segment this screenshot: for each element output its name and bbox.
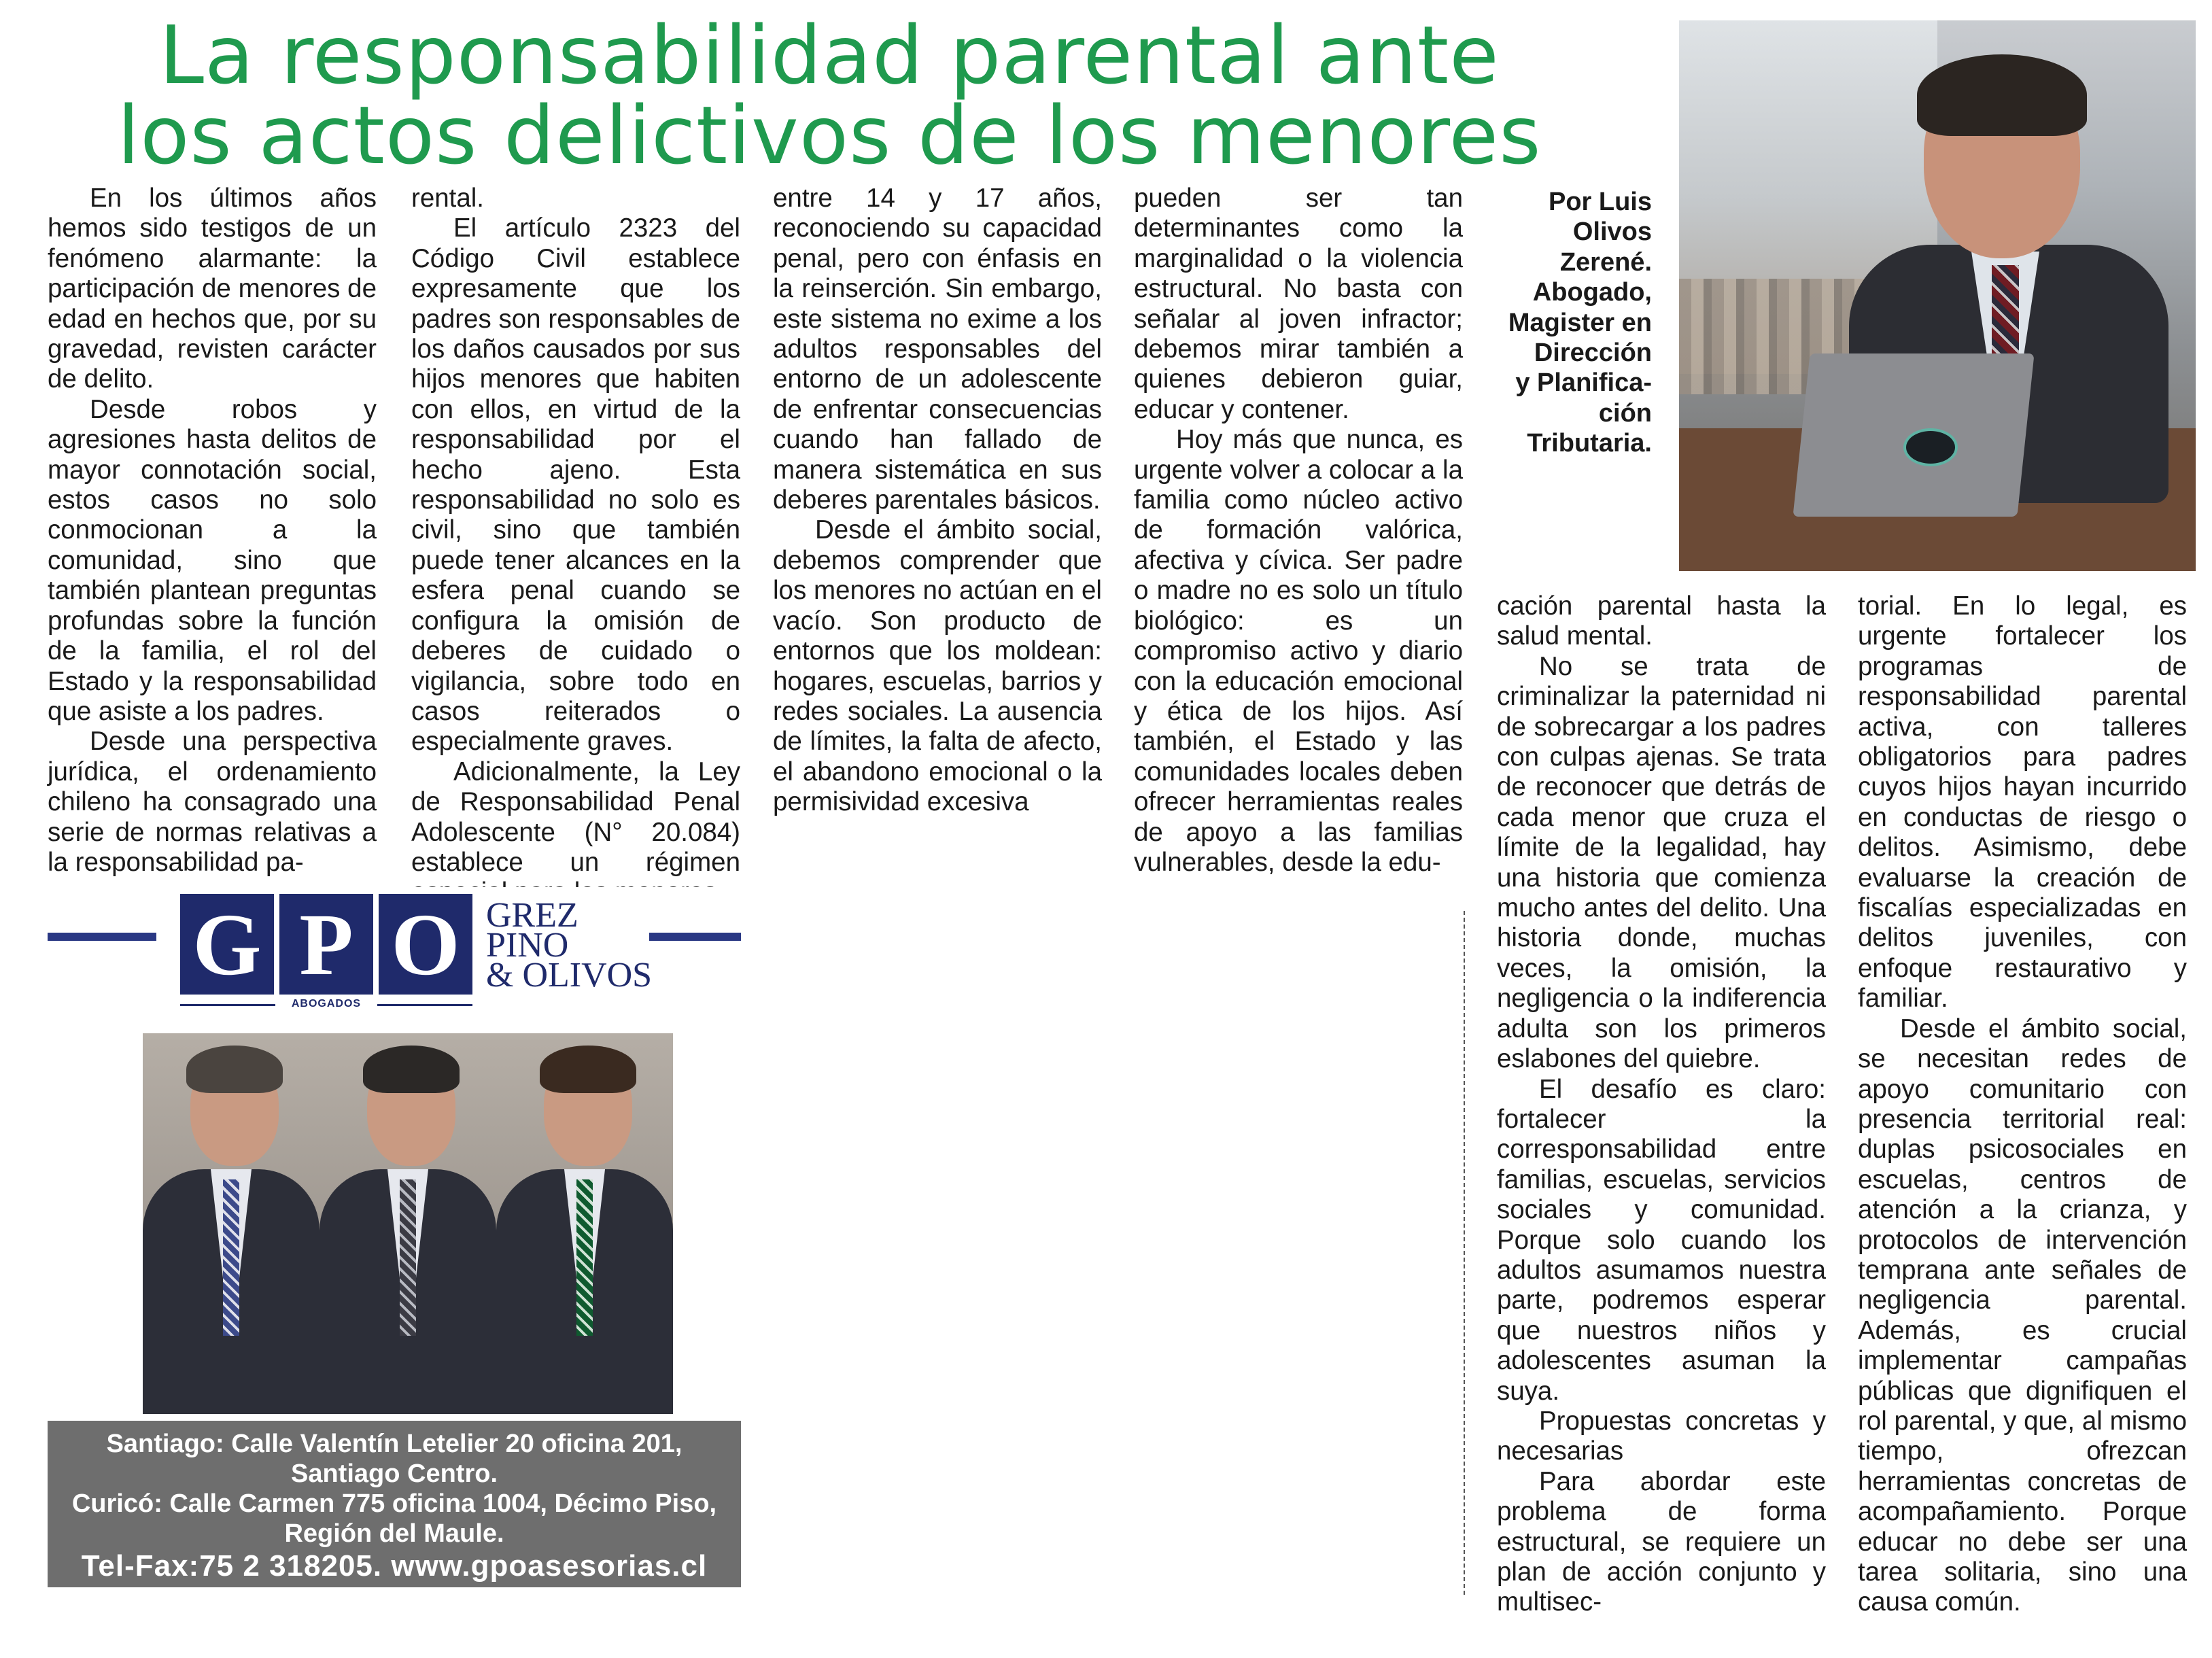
byline-line: Por Luis: [1548, 188, 1652, 216]
headline-line-1: La responsabilidad parental ante: [159, 8, 1500, 102]
logo-letter: O: [379, 894, 472, 995]
address-line: Región del Maule.: [284, 1519, 504, 1548]
paragraph: Desde robos y agresiones hasta delitos de mayor connotación social, estos casos no solo conmocionan a la comunidad, sino que también plantean preguntas profundas sobre la función de la familia, el rol del Estado y la responsabilidad que asiste a los padres.: [48, 394, 377, 726]
ad-contact: Tel-Fax:75 2 318205. www.gpoasesorias.cl: [81, 1549, 708, 1583]
paragraph: torial. En lo legal, es urgente fortalecer los programas de responsabilidad parental activa, con talleres obligatorios para padres cuyos hijos hayan incurrido en conductas de riesgo o delitos. Asimismo, debe evaluarse la creación de fiscalías especializadas en delitos juveniles, con enfoque restaurativo y familiar.: [1858, 591, 2187, 1014]
article-column-3: [773, 184, 1102, 818]
author-byline: [1482, 187, 1652, 459]
logo-subtitle-rule: [377, 1004, 472, 1006]
byline-line: Tributaria.: [1527, 429, 1652, 458]
byline-line: Magister en: [1508, 308, 1652, 337]
paragraph: Desde el ámbito social, se necesitan redes de apoyo comunitario con presencia territorial real: duplas psicosociales en escuelas, centros de atención a la crianza, y protocolos de intervención temprana ante señales de negligencia parental. Además, es crucial implementar campañas públicas que dignifiquen el rol parental, y que, al mismo tiempo, ofrezcan herramientas concretas de acompañamiento. Porque educar no debe ser una tarea solitaria, sino una causa común.: [1858, 1014, 2187, 1617]
logo-subtitle-rule: [180, 1004, 275, 1006]
paragraph: No se trata de criminalizar la paternidad ni de sobrecargar a los padres con culpas ajenas. Se trata de reconocer que detrás de cada menor que cruza el límite de la legalidad, hay una historia que comienza mucho antes del delito. Una historia donde, muchas veces, la omisión, la negligencia o la indiferencia adulta son los primeros eslabones del quiebre.: [1497, 651, 1826, 1074]
ad-address-band: [48, 1421, 741, 1587]
address-line: Santiago: Calle Valentín Letelier 20 oficina 201,: [106, 1430, 682, 1458]
paragraph: Para abordar este problema de forma estructural, se requiere un plan de acción conjunto y multisec-: [1497, 1466, 1826, 1617]
ad-rule-left: [48, 933, 156, 941]
firm-name-line: GREZ: [486, 896, 578, 935]
address-line: Santiago Centro.: [290, 1460, 498, 1488]
paragraph: El desafío es claro: fortalecer la corresponsabilidad entre familias, escuelas, servicios sociales y comunidad. Porque solo cuando los adultos asumamos nuestra parte, podremos esperar que nuestros niños y adolescentes asuman la suya.: [1497, 1074, 1826, 1406]
photo-person-hair: [1917, 54, 2087, 136]
article-headline: [41, 8, 1618, 182]
author-photo: [1679, 20, 2196, 571]
firm-name-line: & OLIVOS: [486, 956, 653, 995]
logo-letter: P: [279, 894, 373, 995]
laptop-logo-icon: [1903, 428, 1958, 466]
paragraph: rental.: [411, 184, 485, 213]
subheading: Propuestas concretas y necesarias: [1497, 1406, 1826, 1466]
paragraph: pueden ser tan determinantes como la marginalidad o la violencia estructural. No basta con señalar al joven infractor; debemos mirar también a quienes debieron guiar, educar y contener.: [1134, 184, 1463, 424]
article-column-4: [1134, 184, 1463, 878]
headline-line-2: los actos delictivos de los menores: [117, 88, 1542, 182]
paragraph: Adicionalmente, la Ley de Responsabilidad Penal Adolescente (N° 20.084) establece un régimen: [411, 757, 740, 877]
firm-name: [486, 896, 653, 995]
paragraph: Hoy más que nunca, es urgente volver a colocar a la familia como núcleo activo de formación valórica, afectiva y cívica. Ser padre o madre no es solo un título biológico: es un compromiso activo y diario con la educación emocional y ética de los hijos. Así también, el Estado y las comunidades locales deben ofrecer herramientas reales de apoyo a las familias vulnerables, desde la edu-: [1134, 425, 1463, 877]
partner-portrait-3: [496, 1033, 673, 1414]
paragraph: El artículo 2323 del Código Civil establece expresamente que los padres son responsables de los daños causados por sus hijos menores que habiten con ellos, en virtud de la responsabilidad por el hecho ajeno. Esta responsabilidad no solo es civil, sino que también puede tener alcances en la esfera penal cuando se configura la omisión de deberes de cuidado o vigilancia, sobre todo en casos reiterados o especialmente graves.: [411, 213, 740, 757]
paragraph: entre 14 y 17 años, reconociendo su capacidad penal, pero con énfasis en la reinserción. Sin embargo, este sistema no exime a los adultos responsables del entorno de un adolescente de enfrentar consecuencias cuando han fallado de manera sistemática en sus deberes parentales básicos.: [773, 184, 1102, 515]
firm-name-line: PINO: [486, 926, 569, 965]
article-column-2: [411, 184, 740, 908]
byline-line: Abogado,: [1532, 278, 1652, 307]
byline-line: Zerené.: [1559, 247, 1652, 277]
ad-rule-right: [649, 933, 741, 941]
paragraph: En los últimos años hemos sido testigos de un fenómeno alarmante: la participación de menores de edad en hechos que, por su gravedad, revisten carácter de delito.: [48, 184, 377, 394]
byline-line: ción: [1598, 398, 1652, 428]
logo-subtitle: [180, 998, 472, 1010]
logo-subtitle-text: ABOGADOS: [291, 998, 362, 1009]
paragraph: Desde el ámbito social, debemos comprender que los menores no actúan en el vacío. Son producto de entornos que los moldean: hogares, escuelas, barrios y redes sociales. La ausencia de límites, la falta de afecto, el abandono emocional o la permisividad excesiva: [773, 515, 1102, 817]
logo-letter: G: [180, 894, 274, 995]
partner-portrait-1: [143, 1033, 319, 1414]
law-firm-advertisement: [48, 887, 741, 1587]
address-line: Curicó: Calle Carmen 775 oficina 1004, Décimo Piso,: [71, 1489, 717, 1518]
article-column-6: [1858, 591, 2187, 1618]
byline-line: Dirección: [1534, 339, 1652, 368]
paragraph: Desde una perspectiva jurídica, el ordenamiento chileno ha consagrado una serie de normas relativas a la responsabilidad pa-: [48, 727, 377, 877]
partner-portrait-2: [319, 1033, 496, 1414]
byline-line: y Planifica-: [1515, 368, 1652, 398]
article-column-1: [48, 184, 377, 878]
column-divider: [1464, 911, 1465, 1597]
article-column-5: [1497, 591, 1826, 1618]
byline-line: Olivos: [1572, 218, 1652, 247]
paragraph: cación parental hasta la salud mental.: [1497, 591, 1826, 651]
gpo-logo: [180, 894, 472, 995]
